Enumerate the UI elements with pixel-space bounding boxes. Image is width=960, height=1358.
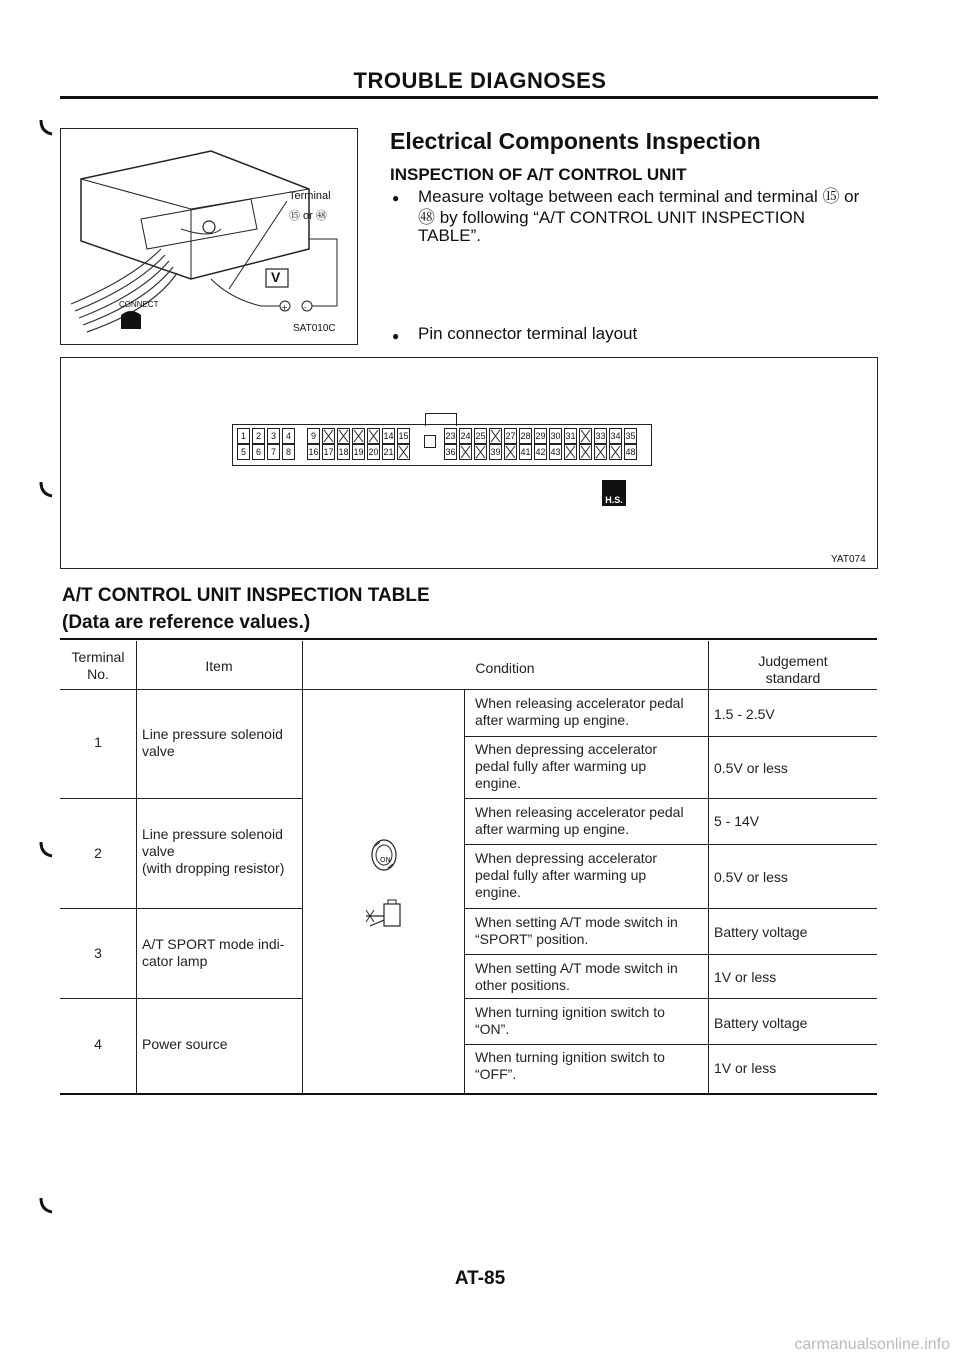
pin-9: 9 xyxy=(307,428,320,444)
page-number: AT-85 xyxy=(454,1268,506,1289)
pin-empty xyxy=(474,444,487,460)
pin-1: 1 xyxy=(237,428,250,444)
judgement-text: 0.5V or less xyxy=(714,869,788,885)
pin-empty xyxy=(367,428,380,444)
table-top-rule xyxy=(60,638,877,640)
row-rule xyxy=(60,908,302,909)
pin-cross-icon xyxy=(475,445,486,459)
pin-42: 42 xyxy=(534,444,547,460)
header-condition: Condition xyxy=(475,660,535,676)
pin-4: 4 xyxy=(282,428,295,444)
pin-empty xyxy=(397,444,410,460)
pin-23: 23 xyxy=(444,428,457,444)
condition-line: When setting A/T mode switch in xyxy=(475,914,678,930)
item-text xyxy=(142,1036,228,1053)
connect-label: CONNECT xyxy=(119,300,159,309)
pin-28: 28 xyxy=(519,428,532,444)
condition-text xyxy=(475,804,684,838)
judgement-text: Battery voltage xyxy=(714,1015,808,1031)
condition-line: When turning ignition switch to xyxy=(475,1004,665,1020)
hs-badge xyxy=(602,480,626,506)
bullet-icon: ● xyxy=(392,191,400,205)
pin-39: 39 xyxy=(489,444,502,460)
item-line: Line pressure solenoid xyxy=(142,726,283,742)
pin-27: 27 xyxy=(504,428,517,444)
item-line: cator lamp xyxy=(142,953,208,969)
pin-empty xyxy=(504,444,517,460)
pin-7: 7 xyxy=(267,444,280,460)
judgement-text: 1V or less xyxy=(714,969,777,985)
pin-empty xyxy=(579,444,592,460)
header-rule xyxy=(60,689,877,690)
item-line: (with dropping resistor) xyxy=(142,860,285,876)
pin-2: 2 xyxy=(252,428,265,444)
pin-cross-icon xyxy=(565,445,576,459)
table-subtitle: (Data are reference values.) xyxy=(62,612,311,633)
pin-21: 21 xyxy=(382,444,395,460)
connector-key xyxy=(424,435,436,448)
item-line: A/T SPORT mode indi- xyxy=(142,936,285,952)
pin-cross-icon xyxy=(595,445,606,459)
pin-30: 30 xyxy=(549,428,562,444)
pin-6: 6 xyxy=(252,444,265,460)
pin-15: 15 xyxy=(397,428,410,444)
terminal-refs: ⑮ or ㊽ xyxy=(289,210,327,222)
header-judgement-line1: Judgement xyxy=(758,653,828,669)
condition-line: pedal fully after warming up xyxy=(475,867,647,883)
condition-rule xyxy=(464,1044,877,1045)
pin-24: 24 xyxy=(459,428,472,444)
row-rule xyxy=(60,998,302,999)
pin-3: 3 xyxy=(267,428,280,444)
header-judgement-line2: standard xyxy=(765,670,821,686)
pin-cross-icon xyxy=(338,429,349,443)
bullet1-line3: TABLE”. xyxy=(418,226,481,245)
col-divider xyxy=(302,641,303,1094)
condition-line: “OFF”. xyxy=(475,1066,517,1082)
pin-cross-icon xyxy=(505,445,516,459)
col-divider xyxy=(136,641,137,1094)
bullet1-line1: Measure voltage between each terminal and terminal ⑮ or xyxy=(418,187,860,206)
pin-35: 35 xyxy=(624,428,637,444)
item-line: valve xyxy=(142,743,175,759)
bullet1-line2: ㊽ by following “A/T CONTROL UNIT INSPECTION xyxy=(418,208,805,227)
pin-29: 29 xyxy=(534,428,547,444)
pin-19: 19 xyxy=(352,444,365,460)
condition-text xyxy=(475,1004,665,1038)
pin-cross-icon xyxy=(580,445,591,459)
pin-17: 17 xyxy=(322,444,335,460)
judgement-text: 5 - 14V xyxy=(714,813,760,829)
pin-31: 31 xyxy=(564,428,577,444)
figure-code: YAT074 xyxy=(831,554,866,565)
row-rule xyxy=(60,798,302,799)
pin-20: 20 xyxy=(367,444,380,460)
pin-cross-icon xyxy=(490,429,501,443)
section-title: Electrical Components Inspection xyxy=(390,128,761,154)
condition-line: When turning ignition switch to xyxy=(475,1049,665,1065)
pin-41: 41 xyxy=(519,444,532,460)
header-terminal xyxy=(60,649,136,683)
terminal-no: 1 xyxy=(94,734,102,750)
pin-cross-icon xyxy=(610,445,621,459)
condition-line: When depressing accelerator xyxy=(475,741,658,757)
pin-empty xyxy=(579,428,592,444)
pin-empty xyxy=(459,444,472,460)
pin-empty xyxy=(322,428,335,444)
page-header: TROUBLE DIAGNOSES xyxy=(353,68,607,93)
binder-mark-icon xyxy=(38,118,54,138)
terminal-no: 4 xyxy=(94,1036,102,1052)
condition-text xyxy=(475,741,657,792)
table-title: A/T CONTROL UNIT INSPECTION TABLE xyxy=(62,585,430,606)
condition-rule xyxy=(464,736,877,737)
pin-5: 5 xyxy=(237,444,250,460)
pin-8: 8 xyxy=(282,444,295,460)
condition-line: after warming up engine. xyxy=(475,712,630,728)
control-unit-figure xyxy=(60,128,358,345)
row-rule xyxy=(464,798,877,799)
terminal-label: Terminal xyxy=(289,190,331,202)
voltmeter-probe-icon xyxy=(362,898,406,932)
pin-empty xyxy=(352,428,365,444)
header-terminal-line1: Terminal xyxy=(71,649,125,665)
condition-text xyxy=(475,960,678,994)
pin-layout-figure xyxy=(60,357,878,569)
item-line: Power source xyxy=(142,1036,228,1052)
col-divider xyxy=(708,641,709,1094)
row-rule xyxy=(464,998,877,999)
condition-rule xyxy=(464,844,877,845)
item-text xyxy=(142,826,284,877)
pin-25: 25 xyxy=(474,428,487,444)
terminal-no: 2 xyxy=(94,845,102,861)
judgement-text: 1V or less xyxy=(714,1060,777,1076)
watermark: carmanualsonline.info xyxy=(794,1336,950,1353)
binder-mark-icon xyxy=(38,480,54,500)
condition-line: When depressing accelerator xyxy=(475,850,658,866)
pin-empty xyxy=(594,444,607,460)
figure-code: SAT010C xyxy=(293,323,336,334)
header-item: Item xyxy=(205,658,233,674)
pin-43: 43 xyxy=(549,444,562,460)
pin-empty xyxy=(609,444,622,460)
pin-34: 34 xyxy=(609,428,622,444)
item-text xyxy=(142,726,283,760)
pin-cross-icon xyxy=(353,429,364,443)
condition-text xyxy=(475,695,684,729)
pin-48: 48 xyxy=(624,444,637,460)
svg-text:-: - xyxy=(304,303,307,312)
pin-36: 36 xyxy=(444,444,457,460)
col-divider xyxy=(464,689,465,1094)
condition-text xyxy=(475,914,678,948)
pin-14: 14 xyxy=(382,428,395,444)
judgement-text: 0.5V or less xyxy=(714,760,788,776)
binder-mark-icon xyxy=(38,1196,54,1216)
condition-line: When setting A/T mode switch in xyxy=(475,960,678,976)
condition-line: “SPORT” position. xyxy=(475,931,589,947)
row-rule xyxy=(464,908,877,909)
pin-cross-icon xyxy=(460,445,471,459)
condition-line: engine. xyxy=(475,775,521,791)
section-subtitle: INSPECTION OF A/T CONTROL UNIT xyxy=(390,165,687,184)
ignition-on-label: ON xyxy=(380,856,391,864)
svg-text:+: + xyxy=(281,303,288,312)
hs-label: H.S. xyxy=(605,495,623,505)
pin-16: 16 xyxy=(307,444,320,460)
header-rule xyxy=(60,96,878,99)
pin-33: 33 xyxy=(594,428,607,444)
pin-18: 18 xyxy=(337,444,350,460)
table-bottom-rule xyxy=(60,1093,877,1095)
control-unit-illustration xyxy=(61,129,357,344)
pin-cross-icon xyxy=(323,429,334,443)
header-terminal-line2: No. xyxy=(87,666,109,682)
judgement-text: 1.5 - 2.5V xyxy=(714,706,775,722)
condition-line: “ON”. xyxy=(475,1021,510,1037)
pin-empty xyxy=(337,428,350,444)
pin-empty xyxy=(564,444,577,460)
binder-mark-icon xyxy=(38,840,54,860)
condition-text xyxy=(475,1049,665,1083)
judgement-text: Battery voltage xyxy=(714,924,808,940)
pin-cross-icon xyxy=(368,429,379,443)
condition-line: pedal fully after warming up xyxy=(475,758,647,774)
bullet-icon: ● xyxy=(392,329,400,343)
bullet2-text: Pin connector terminal layout xyxy=(418,324,638,343)
meter-label: V xyxy=(271,269,281,285)
condition-line: other positions. xyxy=(475,977,570,993)
pin-cross-icon xyxy=(398,445,409,459)
item-text xyxy=(142,936,284,970)
pin-cross-icon xyxy=(580,429,591,443)
condition-line: engine. xyxy=(475,884,521,900)
item-line: Line pressure solenoid xyxy=(142,826,283,842)
item-line: valve xyxy=(142,843,175,859)
pin-empty xyxy=(489,428,502,444)
ignition-on-icon xyxy=(366,838,402,872)
condition-line: after warming up engine. xyxy=(475,821,630,837)
condition-rule xyxy=(464,954,877,955)
header-judgement xyxy=(708,653,878,687)
condition-text xyxy=(475,850,657,901)
terminal-no: 3 xyxy=(94,945,102,961)
condition-line: When releasing accelerator pedal xyxy=(475,695,684,711)
condition-line: When releasing accelerator pedal xyxy=(475,804,684,820)
